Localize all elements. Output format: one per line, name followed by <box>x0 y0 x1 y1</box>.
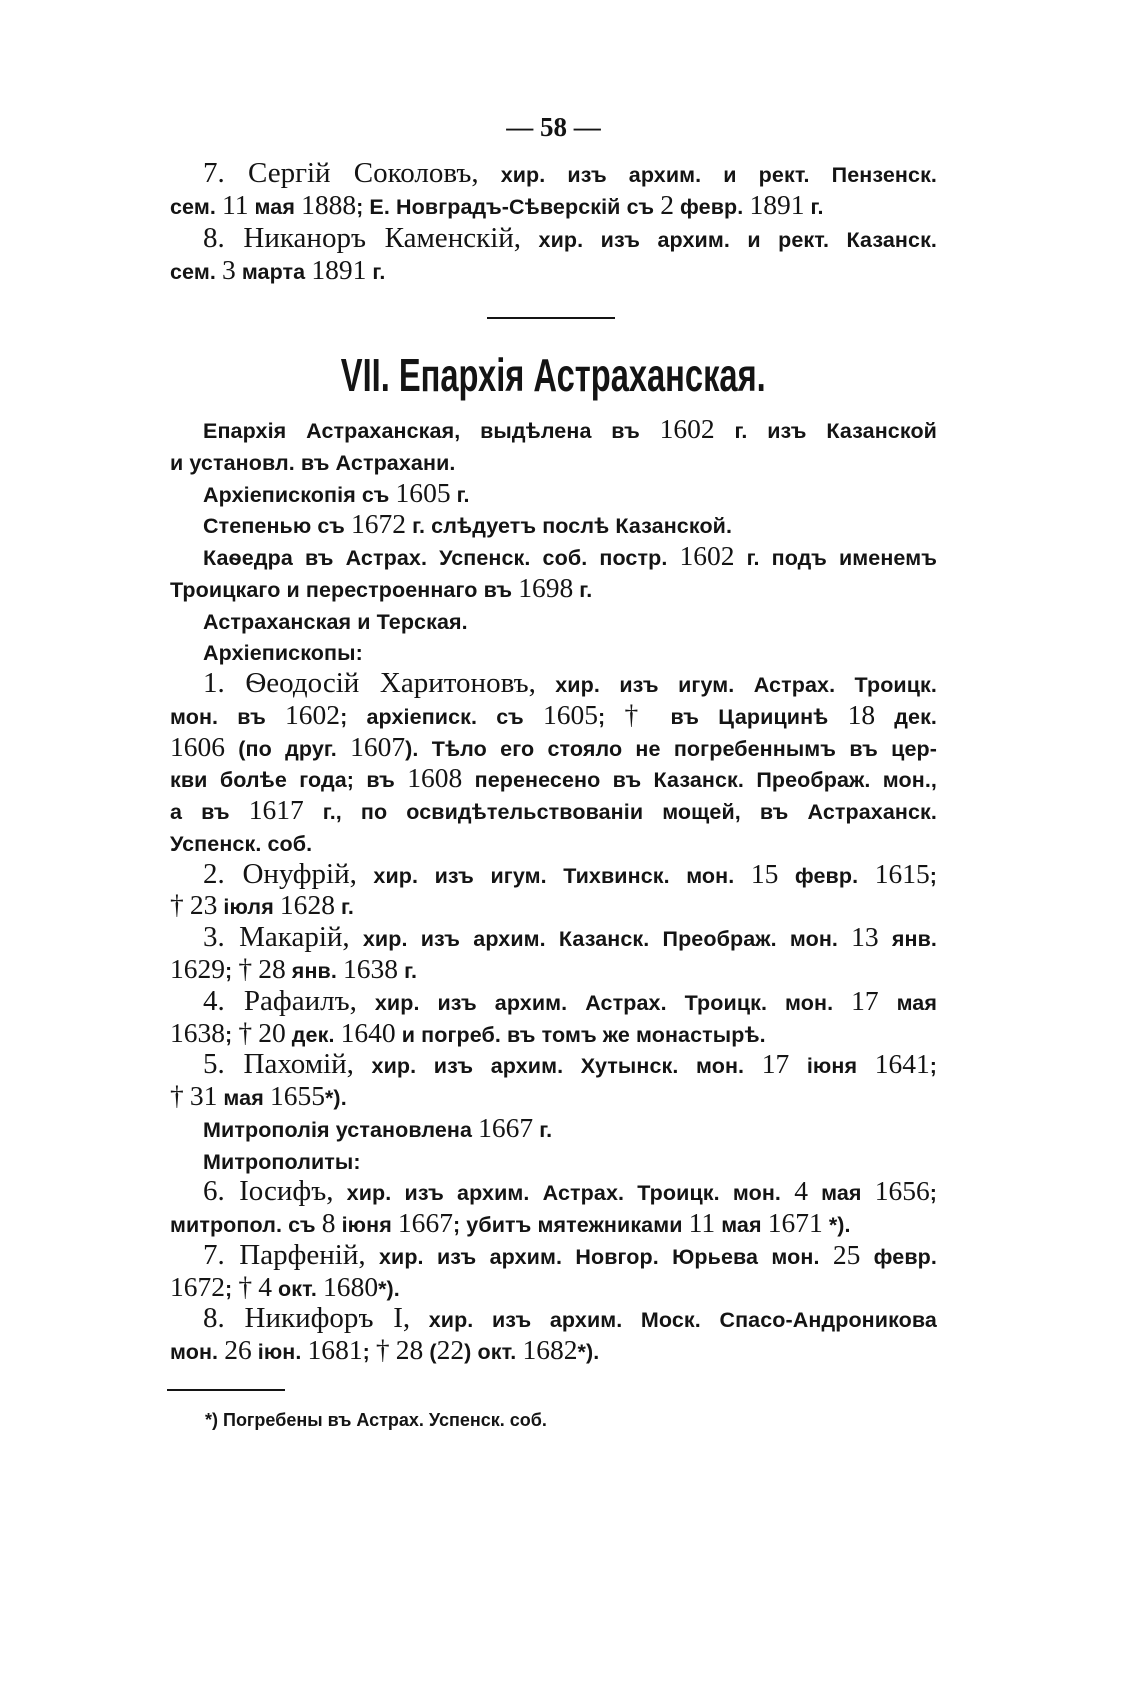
line-text: Троицкаго и перестроеннаго въ 1698 г. <box>170 571 593 603</box>
text-line <box>170 1111 937 1147</box>
numeral: 1602 <box>659 413 715 444</box>
numeral: 11 <box>221 189 249 221</box>
text-line <box>170 1048 937 1083</box>
entry-name: 1. Ѳеодосій Харитоновъ, <box>203 667 536 700</box>
text-line <box>170 571 937 607</box>
entry-name: 7. Парфеній, <box>203 1238 366 1271</box>
text-line <box>170 413 937 448</box>
line-text: и установл. въ Астрахани. <box>170 450 456 475</box>
text-line <box>170 829 937 861</box>
numeral: 17 <box>851 984 879 1016</box>
line-text: Астраханская и Терская. <box>203 609 468 634</box>
numeral: 28 <box>395 1334 424 1366</box>
paragraph <box>170 413 937 480</box>
line-text: хир. изъ архим. Хутынск. мон. 17 іюня 1641; <box>371 1048 937 1080</box>
numeral: 1682 <box>522 1334 578 1366</box>
text-line <box>170 1016 937 1052</box>
numeral: 11 <box>688 1207 716 1239</box>
paragraph <box>170 1111 937 1147</box>
line-text: хир. изъ игум. Тихвинск. мон. 15 февр. 1615; <box>373 857 937 889</box>
numeral: 1891 <box>311 253 367 285</box>
line-text: 1672; † 4 окт. 1680*). <box>170 1270 400 1302</box>
paragraph <box>170 508 937 543</box>
numeral: 1641 <box>874 1048 930 1080</box>
numeral: 1672 <box>170 1270 226 1302</box>
line-text: хир. изъ игум. Астрах. Троицк. <box>555 673 937 698</box>
paragraph <box>170 667 938 861</box>
text-line <box>170 448 937 480</box>
line-text: 1606 (по друг. 1607). Тѣло его стояло не погребеннымъ въ цер- <box>170 730 938 762</box>
numeral: 2 <box>660 189 674 221</box>
paragraph <box>170 1175 938 1242</box>
line-text: Митрополиты: <box>203 1149 361 1174</box>
text-line <box>170 762 937 797</box>
numeral: 18 <box>847 698 876 730</box>
line-text: сем. 11 мая 1888; Е. Новградъ-Сѣверскій съ 2 февр. 1891 г. <box>170 189 824 221</box>
section-heading <box>170 347 937 415</box>
numeral: 1602 <box>285 698 341 730</box>
entry-name: 7. Сергій Соколовъ, <box>203 157 479 189</box>
text-line <box>170 889 937 924</box>
line-text: 1629; † 28 янв. 1638 г. <box>170 953 418 985</box>
text-line <box>170 508 937 543</box>
numeral: 28 <box>258 953 286 985</box>
paragraph <box>170 476 937 512</box>
numeral: † <box>170 889 184 921</box>
footnote-divider <box>167 1389 285 1391</box>
line-text: Митрополія установлена 1667 г. <box>203 1111 553 1143</box>
line-text: † 31 мая 1655*). <box>170 1080 347 1112</box>
numeral: 8 <box>321 1207 336 1239</box>
numeral: 1672 <box>351 508 407 540</box>
text-line <box>170 698 938 734</box>
paragraph <box>170 857 937 925</box>
numeral: 1638 <box>170 1016 226 1048</box>
numeral: 1655 <box>269 1080 325 1112</box>
text-line <box>170 253 937 288</box>
numeral: 1607 <box>350 730 406 762</box>
footnote: *) Погребены въ Астрах. Успенск. соб. <box>205 1410 547 1430</box>
line-text: Успенск. соб. <box>170 831 313 856</box>
entry-name: 8. Никифоръ I, <box>203 1302 411 1335</box>
line-text: хир. изъ архим. и рект. Казанск. <box>538 227 938 252</box>
line-text: мон. 26 іюн. 1681; † 28 (22) окт. 1682*). <box>170 1334 600 1366</box>
line-text: Архіепископы: <box>203 641 363 666</box>
text-line <box>170 730 938 766</box>
numeral: 15 <box>750 857 779 889</box>
text-line <box>170 984 938 1020</box>
entry-name: 2. Онуфрій, <box>203 857 357 890</box>
text-line <box>170 1238 937 1274</box>
text-line <box>170 1175 938 1210</box>
text-line <box>170 921 937 956</box>
text-line <box>170 221 938 256</box>
text-line <box>170 1207 937 1242</box>
numeral: 1617 <box>248 794 304 826</box>
numeral: 1608 <box>407 762 463 794</box>
paragraph <box>170 921 937 988</box>
line-text: хир. изъ архим. Новгор. Юрьева мон. 25 февр. <box>378 1238 937 1270</box>
paragraph <box>170 1147 937 1179</box>
numeral: 1605 <box>543 698 599 730</box>
text-line <box>170 159 937 191</box>
numeral: 1891 <box>749 189 805 221</box>
text-line <box>170 667 937 702</box>
numeral: 3 <box>221 253 236 285</box>
numeral: 1640 <box>340 1016 396 1048</box>
paragraph <box>170 984 938 1052</box>
line-text: Архіепископія съ 1605 г. <box>203 476 470 508</box>
numeral: † <box>170 1080 184 1112</box>
previous-diocese-entries <box>170 159 937 288</box>
line-text: хир. изъ архим. и рект. Пензенск. <box>500 163 938 187</box>
paragraph <box>170 638 937 670</box>
numeral: 1667 <box>397 1207 453 1239</box>
line-text: хир. изъ архим. Моск. Спасо-Андроникова <box>428 1308 937 1333</box>
line-text: мон. въ 1602; архіеписк. съ 1605; † въ Царицинѣ 18 дек. <box>170 698 938 730</box>
numeral: 1606 <box>170 730 226 762</box>
numeral: 13 <box>851 921 879 953</box>
text-line <box>170 1334 937 1369</box>
line-text: 1638; † 20 дек. 1640 и погреб. въ томъ же монастырѣ. <box>170 1016 766 1048</box>
numeral: 1629 <box>170 953 226 985</box>
text-line <box>170 1080 937 1115</box>
numeral: 25 <box>832 1238 861 1270</box>
numeral: † <box>238 953 253 985</box>
numeral: 1628 <box>279 889 335 921</box>
numeral: 1680 <box>323 1270 379 1302</box>
text-line <box>170 857 937 893</box>
line-text: митропол. съ 8 іюня 1667; убитъ мятежниками 11 мая 1671 *). <box>170 1207 851 1239</box>
entry-name: 4. Рафаилъ, <box>203 984 357 1017</box>
entry-name: 3. Макарій, <box>203 921 350 954</box>
text-line <box>170 607 937 639</box>
section-body <box>170 413 938 1369</box>
numeral: 20 <box>258 1016 286 1048</box>
numeral: † <box>375 1334 390 1366</box>
numeral: 4 <box>794 1175 808 1207</box>
line-text: хир. изъ архим. Астрах. Троицк. мон. 4 мая 1656; <box>346 1175 938 1207</box>
section-heading-text: VII. Епархія Астраханская. <box>341 349 766 401</box>
line-text: кви болѣе года; въ 1608 перенесено въ Казанск. Преображ. мон., <box>170 762 937 794</box>
numeral: 1888 <box>301 189 357 221</box>
line-text: хир. изъ архим. Астрах. Троицк. мон. 17 мая <box>374 984 938 1016</box>
numeral: 26 <box>224 1334 252 1366</box>
text-line <box>170 1147 937 1179</box>
line-text: † 23 іюля 1628 г. <box>170 889 355 921</box>
numeral: 31 <box>189 1080 218 1112</box>
page-number: — 58 — <box>506 112 601 142</box>
numeral: 1605 <box>395 476 451 508</box>
paragraph <box>170 607 937 639</box>
numeral: 1638 <box>343 953 399 985</box>
line-text: Каѳедра въ Астрах. Успенск. соб. постр. 1602 г. подъ именемъ <box>203 540 937 572</box>
entry-name: 8. Никаноръ Каменскій, <box>203 221 522 254</box>
numeral: 1671 <box>767 1207 823 1239</box>
text-line <box>170 191 937 223</box>
numeral: 1656 <box>874 1175 930 1207</box>
numeral: 1698 <box>518 571 574 603</box>
paragraph <box>170 1048 937 1115</box>
line-text: хир. изъ архим. Казанск. Преображ. мон. 13 янв. <box>362 921 937 953</box>
text-line <box>170 1302 937 1337</box>
paragraph <box>170 159 937 224</box>
entry-name: 5. Пахомій, <box>203 1048 354 1081</box>
numeral: † <box>624 698 652 730</box>
text-line <box>170 1270 937 1306</box>
text-line <box>170 953 937 988</box>
line-text: Епархія Астраханская, выдѣлена въ 1602 г. изъ Казанской <box>203 413 937 444</box>
paragraph <box>170 221 938 289</box>
numeral: 1681 <box>307 1334 363 1366</box>
numeral: 23 <box>189 889 218 921</box>
paragraph <box>170 540 937 607</box>
numeral: 1615 <box>874 857 930 889</box>
text-line <box>170 476 937 512</box>
paragraph <box>170 1238 937 1306</box>
line-text: а въ 1617 г., по освидѣтельствованіи мощей, въ Астраханск. <box>170 794 937 826</box>
numeral: † <box>238 1016 253 1048</box>
numeral: 17 <box>761 1048 790 1080</box>
text-line <box>170 638 937 670</box>
numeral: 4 <box>258 1270 272 1302</box>
text-line <box>170 540 937 575</box>
numeral: † <box>238 1270 253 1302</box>
section-divider <box>487 317 615 319</box>
line-text: Степенью съ 1672 г. слѣдуетъ послѣ Казанской. <box>203 508 733 540</box>
paragraph <box>170 1302 937 1369</box>
numeral: 1602 <box>679 540 735 572</box>
numeral: 22 <box>436 1334 465 1366</box>
text-line <box>170 794 937 829</box>
entry-name: 6. Іосифъ, <box>203 1175 334 1208</box>
numeral: 1667 <box>478 1111 534 1143</box>
line-text: сем. 3 марта 1891 г. <box>170 253 386 285</box>
